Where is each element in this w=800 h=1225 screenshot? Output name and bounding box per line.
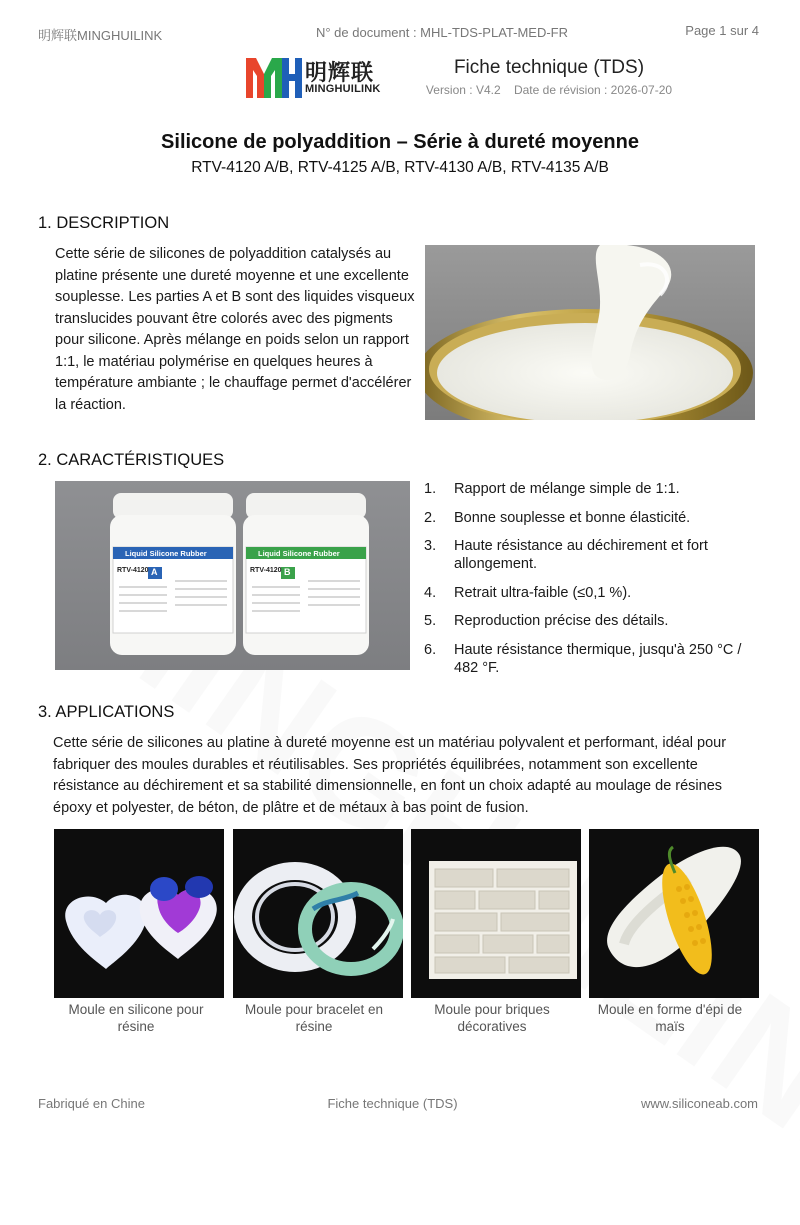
jar-a-part: A [151,567,158,577]
tds-title: Fiche technique (TDS) [453,57,645,78]
caption-heart-mold: Moule en silicone pour résine [68,1002,204,1034]
footer-made-in: Fabriqué en Chine [38,1096,145,1111]
caption-bracelet-mold: Moule pour bracelet en résine [244,1002,384,1034]
logo-icon [246,56,302,98]
description-paragraph: Cette série de silicones de polyaddition catalysés au platine présente une dureté moyenne et une excellente souplesse. Les parties A et B sont des liquides visqueux translucides pouvant être colorés avec des pigments pour silicone. Après mélange en poids selon un rapport 1:1, le matériau polymérise en quelques heures à température ambiante ; le chauffage permet d'accélérer la réaction. [55,246,415,413]
caption-corn-mold: Moule en forme d'épi de maïs [597,1002,743,1034]
feature-item: 2. Bonne souplesse et bonne élasticité. [424,509,691,526]
feature-item: 6. Haute résistance thermique, jusqu'à 250 °C / 482 °F. [424,641,742,676]
heart-mold-photo [54,829,224,998]
document-title: Silicone de polyaddition – Série à dureté moyenne [161,131,639,153]
caption-brick-mold: Moule pour briques décoratives [434,1002,550,1034]
jar-a-label: Liquid Silicone Rubber [125,549,207,558]
section-description-heading: 1. DESCRIPTION [38,214,170,232]
jar-a-model: RTV-4120 [117,567,149,574]
header-page-number: Page 1 sur 4 [685,23,759,38]
feature-item: 1. Rapport de mélange simple de 1:1. [424,481,680,497]
feature-item: 5. Reproduction précise des détails. [424,613,669,629]
silicone-pour-photo [425,245,755,420]
document-subtitle: RTV-4120 A/B, RTV-4125 A/B, RTV-4130 A/B, RTV-4135 A/B [191,159,609,176]
header-doc-number: N° de document : MHL-TDS-PLAT-MED-FR [315,25,568,40]
feature-item: 4. Retrait ultra-faible (≤0,1 %). [424,584,632,601]
silicone-jars-photo [55,481,410,670]
jar-b-label: Liquid Silicone Rubber [258,549,340,558]
bracelet-mold-photo [233,829,403,998]
tds-version-date: Version : V4.2 Date de révision : 2026-07-20 [425,83,673,97]
features-list [424,480,764,687]
footer-website-link[interactable]: www.siliconeab.com [640,1096,758,1111]
corn-mold-photo [589,829,759,998]
section-features-heading: 2. CARACTÉRISTIQUES [38,451,225,469]
header-brand: 明辉联MINGHUILINK [38,28,163,43]
jar-b-model: RTV-4120 [250,567,282,574]
brick-mold-photo [411,829,581,998]
applications-paragraph: Cette série de silicones au platine à dureté moyenne est un matériau polyvalent et performant, idéal pour fabriquer des moules durables et réutilisables. Ses propriétés équilibrées, notamment son excellente résistance au déchirement et sa stabilité dimensionnelle, en font un choix adapté au moulage de résines époxy et polyester, de béton, de plâtre et de métaux à bas point de fusion. [53,735,727,816]
jar-b-part: B [284,567,291,577]
logo-chinese-name: 明辉联 [305,61,375,86]
logo-english-name: MINGHUILINK [305,83,381,95]
footer-doc-type: Fiche technique (TDS) [327,1096,458,1111]
section-applications-heading: 3. APPLICATIONS [38,703,175,721]
feature-item: 3. Haute résistance au déchirement et fort allongement. [424,538,708,572]
